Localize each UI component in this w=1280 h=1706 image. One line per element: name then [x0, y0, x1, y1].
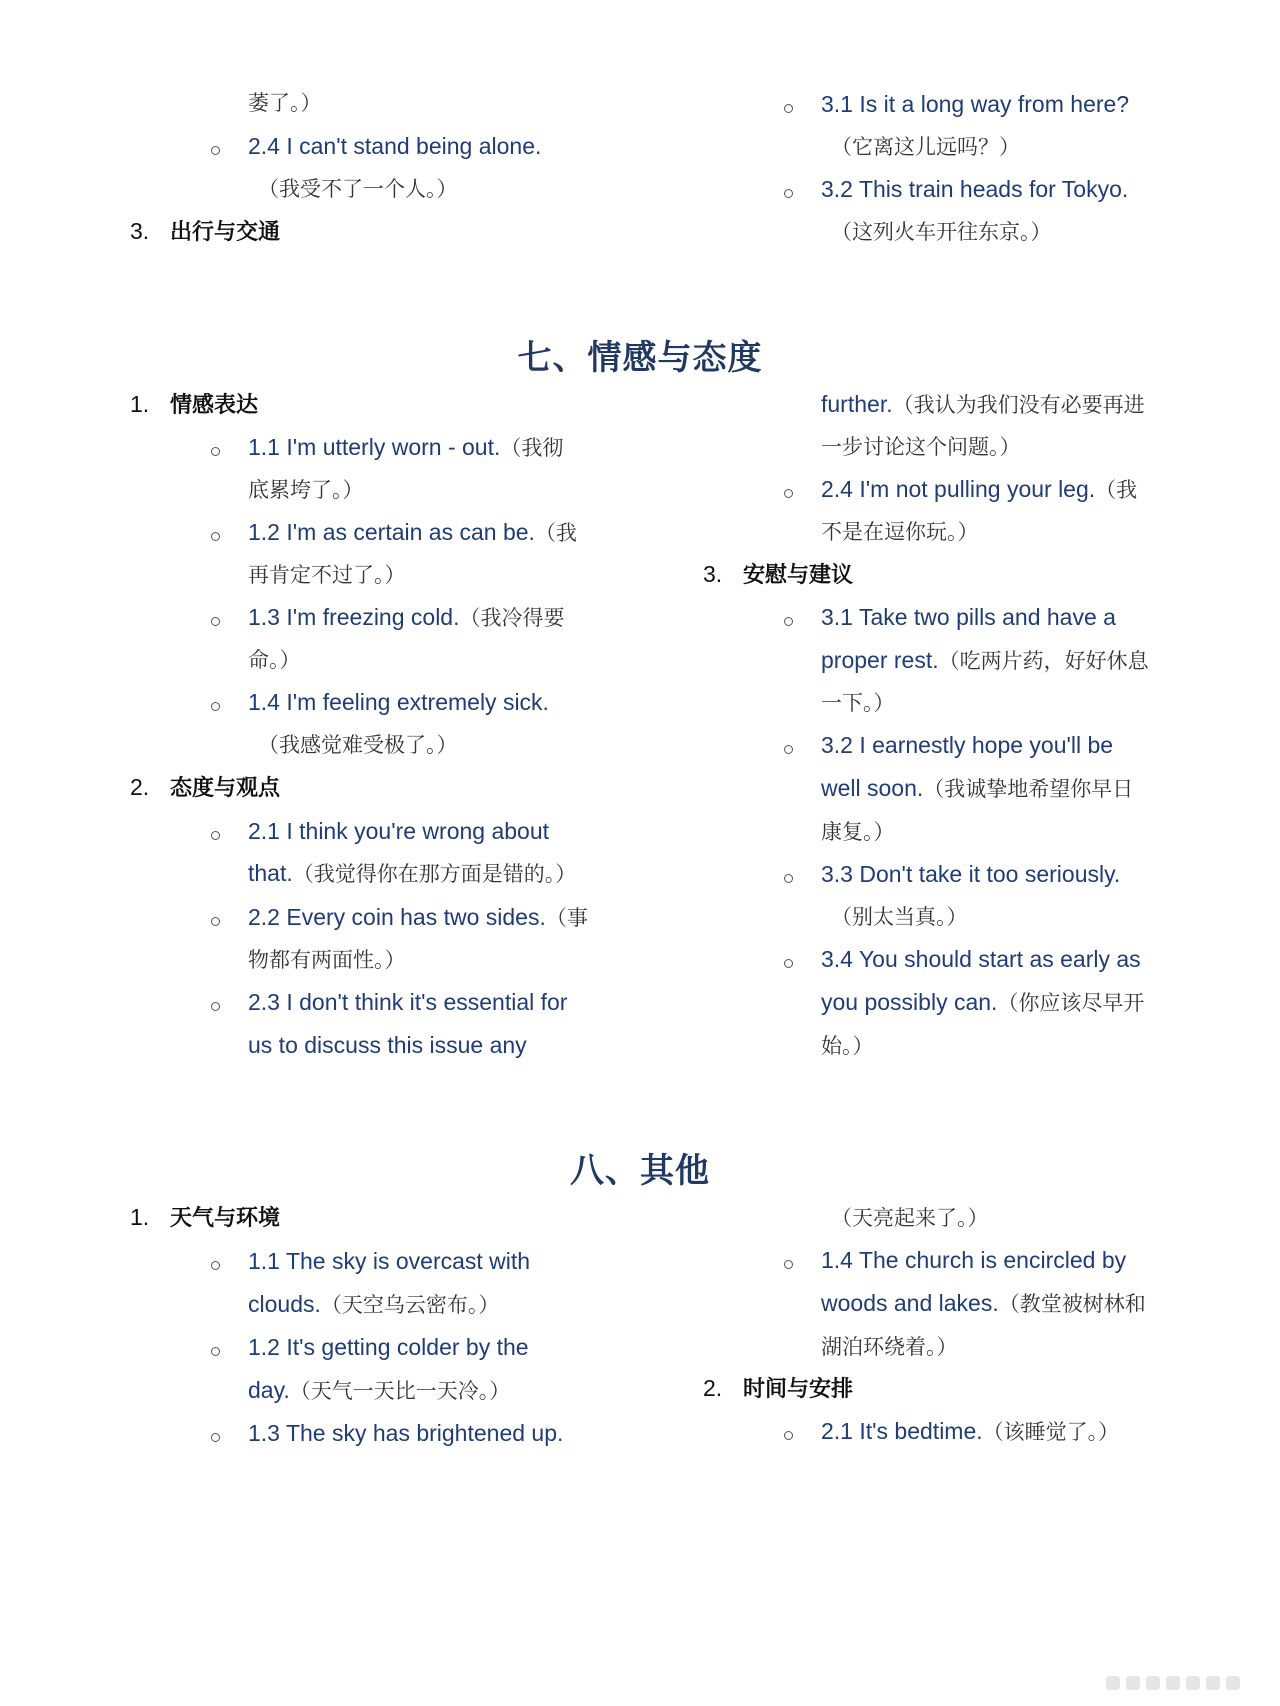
list-item: 3.2 I earnestly hope you'll be [821, 732, 1114, 758]
bullet-icon [784, 617, 793, 626]
list-item: 2.2 Every coin has two sides.（事 [248, 904, 588, 930]
list-item-translation: 始。） [821, 1034, 874, 1058]
bullet-icon [211, 617, 220, 626]
watermark-dot [1126, 1676, 1140, 1690]
list-item-translation: 物都有两面性。） [248, 948, 406, 972]
list-item-continued: further.（我认为我们没有必要再进 [821, 391, 1145, 417]
list-item: 1.3 I'm freezing cold.（我冷得要 [248, 604, 565, 630]
subsection-heading: 2. 时间与安排 [703, 1375, 854, 1402]
list-item-translation: 不是在逗你玩。） [821, 520, 979, 544]
list-item-translation: 命。） [248, 648, 301, 672]
subsection-heading: 3. 出行与交通 [130, 218, 281, 245]
list-item-translation: 再肯定不过了。） [248, 563, 406, 587]
bullet-icon [784, 745, 793, 754]
list-item-continued: us to discuss this issue any [248, 1032, 527, 1058]
list-item: 1.1 The sky is overcast with [248, 1248, 531, 1274]
continued-text: 萎了。） [248, 91, 322, 115]
bullet-icon [211, 1261, 220, 1270]
bullet-icon [784, 874, 793, 883]
list-item: 1.2 I'm as certain as can be.（我 [248, 519, 577, 545]
subsection-heading: 3. 安慰与建议 [703, 561, 854, 588]
list-item-continued: you possibly can.（你应该尽早开 [821, 989, 1145, 1015]
list-item-translation: 康复。） [821, 820, 895, 844]
bullet-icon [211, 146, 220, 155]
list-item: 3.1 Is it a long way from here? [821, 91, 1130, 117]
list-item: 2.4 I'm not pulling your leg.（我 [821, 476, 1138, 502]
watermark-dot [1166, 1676, 1180, 1690]
bullet-icon [784, 189, 793, 198]
list-item-translation: 底累垮了。） [248, 478, 364, 502]
list-item: 2.1 I think you're wrong about [248, 818, 550, 844]
subsection-heading: 1. 天气与环境 [130, 1204, 281, 1231]
bullet-icon [784, 1431, 793, 1440]
list-item-continued: clouds.（天空乌云密布。） [248, 1291, 500, 1317]
list-item-continued: proper rest.（吃两片药，好好休息 [821, 647, 1149, 673]
list-item-continued: woods and lakes.（教堂被树林和 [821, 1290, 1146, 1316]
subsection-heading: 2. 态度与观点 [130, 774, 281, 801]
list-item: 2.4 I can't stand being alone. [248, 133, 542, 159]
list-item-continued: well soon.（我诚挚地希望你早日 [821, 775, 1134, 801]
bullet-icon [211, 702, 220, 711]
list-item: 2.1 It's bedtime.（该睡觉了。） [821, 1418, 1120, 1444]
list-item-continued: day.（天气一天比一天冷。） [248, 1377, 511, 1403]
list-item: 2.3 I don't think it's essential for [248, 989, 568, 1015]
list-item-translation: 一步讨论这个问题。） [821, 435, 1021, 459]
list-item-translation: （我受不了一个人。） [258, 177, 458, 201]
list-item-translation: （别太当真。） [831, 905, 968, 929]
subsection-heading: 1. 情感表达 [130, 391, 259, 418]
bullet-icon [211, 917, 220, 926]
list-item: 3.1 Take two pills and have a [821, 604, 1116, 630]
section-title: 七、情感与态度 [517, 339, 763, 377]
bullet-icon [784, 489, 793, 498]
watermark-dot [1206, 1676, 1220, 1690]
bullet-icon [784, 104, 793, 113]
watermark-dot [1106, 1676, 1120, 1690]
watermark-dot [1146, 1676, 1160, 1690]
list-item: 1.4 The church is encircled by [821, 1247, 1127, 1273]
watermark-dots [1106, 1676, 1240, 1690]
watermark-dot [1186, 1676, 1200, 1690]
bullet-icon [784, 959, 793, 968]
bullet-icon [211, 1002, 220, 1011]
bullet-icon [211, 1347, 220, 1356]
list-item: 1.3 The sky has brightened up. [248, 1420, 564, 1446]
list-item-translation: （它离这儿远吗？） [831, 135, 1020, 159]
list-item-translation: （这列火车开往东京。） [831, 220, 1052, 244]
watermark-dot [1226, 1676, 1240, 1690]
list-item: 3.2 This train heads for Tokyo. [821, 176, 1129, 202]
bullet-icon [784, 1260, 793, 1269]
list-item-translation: （天亮起来了。） [831, 1206, 989, 1230]
section-title: 八、其他 [570, 1152, 710, 1190]
bullet-icon [211, 831, 220, 840]
list-item-translation: （我感觉难受极了。） [258, 733, 458, 757]
list-item-translation: 湖泊环绕着。） [821, 1335, 958, 1359]
bullet-icon [211, 447, 220, 456]
bullet-icon [211, 532, 220, 541]
bullet-icon [211, 1433, 220, 1442]
list-item-translation: 一下。） [821, 691, 895, 715]
list-item: 1.4 I'm feeling extremely sick. [248, 689, 549, 715]
list-item: 3.3 Don't take it too seriously. [821, 861, 1121, 887]
list-item-continued: that.（我觉得你在那方面是错的。） [248, 860, 577, 886]
list-item: 3.4 You should start as early as [821, 946, 1141, 972]
list-item: 1.2 It's getting colder by the [248, 1334, 529, 1360]
list-item: 1.1 I'm utterly worn - out.（我彻 [248, 434, 564, 460]
